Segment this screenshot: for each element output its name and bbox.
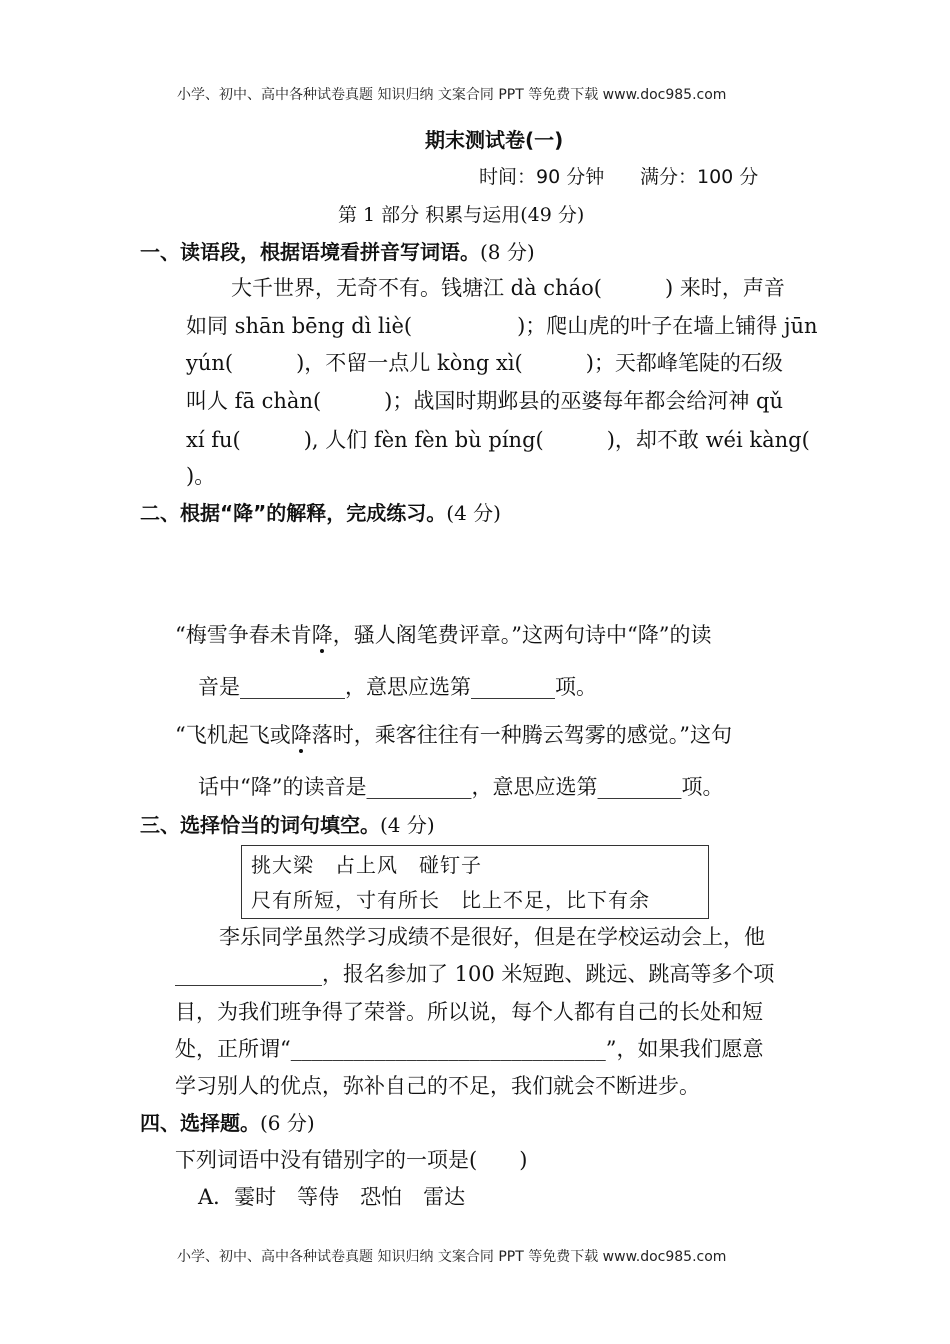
s4-question: 下列词语中没有错别字的一项是( ) — [175, 1148, 528, 1172]
s2-q2-line-2: 话中“降”的读音是__________，意思应选第________项。 — [198, 775, 724, 799]
part-heading: 第 1 部分 积累与运用(49 分) — [338, 204, 585, 226]
s2-q2-line-1 — [175, 719, 732, 749]
s1-line-4: 叫人 fā chàn( )；战国时期邺县的巫婆每年都会给河神 qǔ — [186, 389, 784, 413]
word-bank-line-2: 尺有所短，寸有所长 比上不足，比下有余 — [251, 888, 650, 912]
section-1-heading — [140, 236, 535, 265]
s3-line-2: ______________，报名参加了 100 米短跑、跳远、跳高等多个项 — [175, 962, 775, 986]
s2-q2-text-b: 落时，乘客往往有一种腾云驾雾的感觉。”这句 — [311, 723, 732, 747]
section-2-heading — [140, 497, 501, 526]
s1-line-5: xí fu( ), 人们 fèn fèn bù píng( )，却不敢 wéi kàng( — [186, 428, 810, 452]
s1-line-2: 如同 shān bēng dì liè( )；爬山虎的叶子在墙上铺得 jūn — [186, 314, 818, 338]
exam-time: 时间：90 分钟 — [479, 166, 605, 188]
s2-q2-text-a: “飞机起飞或 — [175, 723, 291, 747]
s1-line-1: 大千世界，无奇不有。钱塘江 dà cháo( ) 来时，声音 — [231, 276, 785, 300]
section-4-heading — [140, 1107, 315, 1136]
page-footer: 小学、初中、高中各种试卷真题 知识归纳 文案合同 PPT 等免费下载 www.doc985.com — [177, 1249, 727, 1265]
section-3-heading — [140, 809, 435, 838]
exam-score: 满分：100 分 — [640, 166, 759, 188]
s2-q1-line-2: 音是__________，意思应选第________项。 — [198, 675, 597, 699]
section-3-points: (4 分) — [380, 813, 435, 837]
section-4-title: 四、选择题。 — [140, 1111, 260, 1135]
section-2-title: 二、根据“降”的解释，完成练习。 — [140, 501, 447, 525]
s1-line-6: )。 — [186, 464, 216, 488]
s3-line-4: 处，正所谓“______________________________”，如果我们愿意 — [175, 1037, 764, 1061]
s4-option-a: A．霎时 等侍 恐怕 雷达 — [198, 1185, 466, 1209]
page-title: 期末测试卷(一) — [425, 128, 564, 152]
section-3-title: 三、选择恰当的词句填空。 — [140, 813, 380, 837]
s1-line-3: yún( )，不留一点儿 kòng xì( )；天都峰笔陡的石级 — [186, 351, 783, 375]
page-header: 小学、初中、高中各种试卷真题 知识归纳 文案合同 PPT 等免费下载 www.doc985.com — [177, 87, 727, 103]
section-1-points: (8 分) — [480, 240, 535, 264]
s2-q1-text-a: “梅雪争春未肯 — [175, 623, 312, 647]
section-1-title: 一、读语段，根据语境看拼音写词语。 — [140, 240, 480, 264]
s3-line-1: 李乐同学虽然学习成绩不是很好，但是在学校运动会上，他 — [219, 925, 765, 949]
s3-line-3: 目，为我们班争得了荣誉。所以说，每个人都有自己的长处和短 — [175, 1000, 763, 1024]
emphasis-char: 降 — [290, 723, 312, 747]
s3-line-5: 学习别人的优点，弥补自己的不足，我们就会不断进步。 — [175, 1074, 700, 1098]
emphasis-char: 降 — [311, 623, 333, 647]
word-bank-line-1: 挑大梁 占上风 碰钉子 — [251, 853, 482, 877]
section-2-points: (4 分) — [446, 501, 501, 525]
s2-q1-text-b: ，骚人阁笔费评章。”这两句诗中“降”的读 — [332, 623, 712, 647]
s2-q1-line-1 — [175, 619, 711, 649]
section-4-points: (6 分) — [260, 1111, 315, 1135]
word-bank-box — [241, 845, 709, 919]
